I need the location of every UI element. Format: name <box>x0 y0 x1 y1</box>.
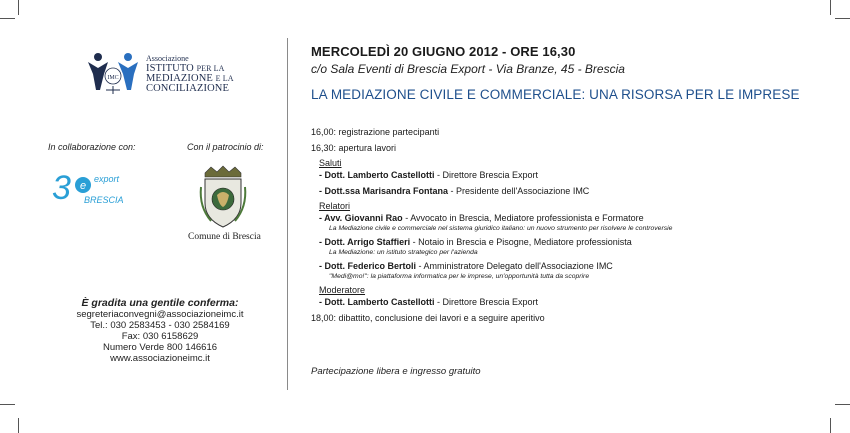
logo-line2: MEDIAZIONE <box>146 73 213 84</box>
logo-line3: CONCILIAZIONE <box>146 83 229 94</box>
column-divider <box>287 38 288 390</box>
rsvp-block <box>60 298 260 364</box>
crop-mark <box>830 418 831 433</box>
speaker-name: - Dott. Lamberto Castellotti <box>319 170 435 180</box>
brescia-export-logo <box>50 165 140 210</box>
crop-mark <box>835 18 850 19</box>
event-headline: LA MEDIAZIONE CIVILE E COMMERCIALE: UNA RISORSA PER LE IMPRESE <box>311 87 800 102</box>
speaker-role: - Avvocato in Brescia, Mediatore professionista e Formatore <box>402 213 644 223</box>
schedule-opening: 16,30: apertura lavori <box>311 143 397 153</box>
section-moderatore: Moderatore <box>319 285 366 295</box>
section-saluti: Saluti <box>319 158 342 168</box>
talk-title: La Mediazione civile e commerciale nel sistema giuridico italiano: un nuovo strumento per risolvere le controversie <box>329 225 673 232</box>
speaker-row <box>319 260 831 272</box>
imc-wordmark <box>146 54 234 94</box>
event-program <box>311 126 831 324</box>
schedule-closing: 18,00: dibattito, conclusione dei lavori e a seguire aperitivo <box>311 313 545 323</box>
talk-title: "Medi@mo!": la piattaforma informatica per le imprese, un'opportunità tutta da scoprire <box>329 273 590 280</box>
event-date: MERCOLEDÌ 20 GIUGNO 2012 - ORE 16,30 <box>311 44 576 59</box>
speaker-row <box>319 185 831 197</box>
rsvp-fax: Fax: 030 6158629 <box>121 331 199 342</box>
rsvp-title: È gradita una gentile conferma: <box>81 297 239 309</box>
speaker-row <box>319 169 831 181</box>
logo-line2-small: E LA <box>215 74 234 83</box>
speaker-role: - Presidente dell'Associazione IMC <box>448 186 590 196</box>
speaker-name: - Dott. Arrigo Staffieri <box>319 237 411 247</box>
crop-mark <box>0 18 15 19</box>
crop-mark <box>830 0 831 15</box>
speaker-row <box>319 236 831 248</box>
crop-mark <box>18 418 19 433</box>
speaker-role: - Direttore Brescia Export <box>434 297 539 307</box>
expo-logo-top: export <box>94 174 120 184</box>
rsvp-email[interactable]: segreteriaconvegni@associazioneimc.it <box>76 309 244 320</box>
logo-line1-small: PER LA <box>196 64 225 73</box>
speaker-name: - Dott. Lamberto Castellotti <box>319 297 435 307</box>
collaboration-label: In collaborazione con: <box>48 142 136 152</box>
expo-logo-number: 3 <box>52 169 71 207</box>
comune-crest-icon <box>197 163 249 231</box>
rsvp-numero-verde: Numero Verde 800 146616 <box>102 342 218 353</box>
section-relatori: Relatori <box>319 201 351 211</box>
patronage-label: Con il patrocinio di: <box>187 142 264 152</box>
logo-line1: ISTITUTO <box>146 63 194 74</box>
free-entry-note: Partecipazione libera e ingresso gratuito <box>311 366 481 377</box>
speaker-row <box>319 212 831 224</box>
speaker-row <box>319 296 831 308</box>
schedule-registration: 16,00: registrazione partecipanti <box>311 127 440 137</box>
speaker-role: - Direttore Brescia Export <box>434 170 539 180</box>
rsvp-tel: Tel.: 030 2583453 - 030 2584169 <box>90 320 230 331</box>
speaker-name: - Dott.ssa Marisandra Fontana <box>319 186 449 196</box>
comune-label: Comune di Brescia <box>188 232 261 242</box>
speaker-role: - Notaio in Brescia e Pisogne, Mediatore professionista <box>410 237 632 247</box>
talk-title: La Mediazione: un istituto strategico per l'azienda <box>329 249 478 256</box>
imc-badge-text: IMC <box>107 75 119 81</box>
speaker-name: - Dott. Federico Bertoli <box>319 261 417 271</box>
rsvp-website[interactable]: www.associazioneimc.it <box>110 353 210 364</box>
imc-logo <box>84 50 264 100</box>
svg-text:e: e <box>79 180 87 192</box>
event-header <box>311 44 831 102</box>
speaker-name: - Avv. Giovanni Rao <box>319 213 403 223</box>
imc-figures-icon <box>84 50 144 100</box>
event-venue: c/o Sala Eventi di Brescia Export - Via Branze, 45 - Brescia <box>311 62 625 76</box>
crop-mark <box>835 404 850 405</box>
crop-mark <box>0 404 15 405</box>
logo-association: Associazione <box>146 54 189 63</box>
speaker-role: - Amministratore Delegato dell'Associazione IMC <box>416 261 613 271</box>
crop-mark <box>18 0 19 15</box>
expo-logo-bottom: BRESCIA <box>84 195 124 205</box>
